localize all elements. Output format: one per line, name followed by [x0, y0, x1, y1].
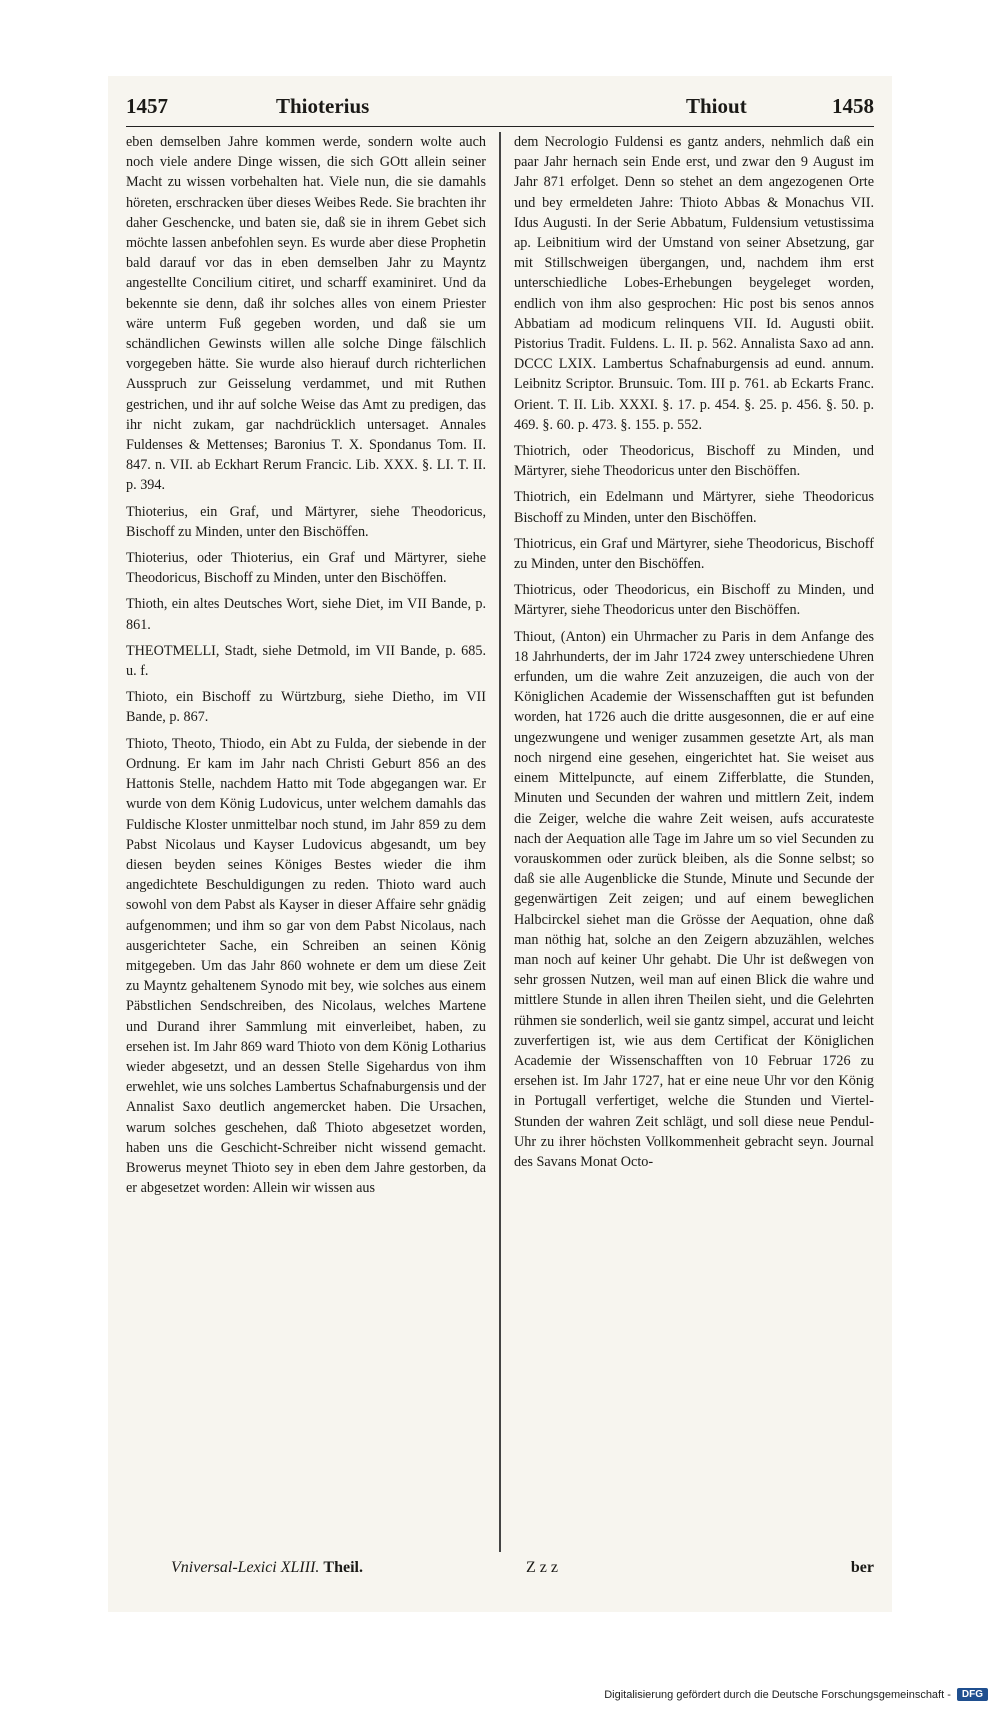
entry-thioterius-graf: Thioterius, ein Graf, und Märtyrer, siehe Theodoricus, Bischoff zu Minden, unter den Bischöffen.	[126, 503, 486, 540]
entry-thioto-bischoff: Thioto, ein Bischoff zu Würtzburg, siehe Dietho, im VII Bande, p. 867.	[126, 689, 486, 726]
right-page-number: 1458	[832, 94, 874, 118]
left-page-number: 1457	[126, 94, 168, 118]
entry-thiotricus-oder: Thiotricus, oder Theodoricus, ein Bischoff zu Minden, und Märtyrer, siehe Theodoricus unter den Bischöffen.	[514, 582, 874, 619]
entry-thioterius-oder: Thioterius, oder Thioterius, ein Graf und Märtyrer, siehe Theodoricus, Bischoff zu Minden, unter den Bischöffen.	[126, 550, 486, 587]
right-running-head: Thiout	[686, 94, 747, 118]
right-paragraph-continuation: dem Necrologio Fuldensi es gantz anders, nehmlich daß ein paar Jahr hernach sein Ende erst, und zwar den 9 August im Jahr 871 erfolget. Denn so stehet an dem angezogenen Orte und bey ermeldeten Jahre: Thioto Abbas & Monachus VII. Idus Augusti. In der Serie Abbatum, Fuldensium vetustissima ap. Leibnitium wird der Umstand von seiner Absetzung, gar mit Stillschweigen übergangen, und, nachdem ihm erst unterschiedliche Lobes-Erhebungen beygeleget worden, endlich von ihm also gesprochen: Hic post bis senos annos Abbatiam ad modicum relinquens VII. Id. Augusti obiit. Pistorius Tradit. Fuldens. L. II. p. 562. Annalista Saxo ad ann. DCCC LXIX. Lambertus Schafnaburgensis ad eund. annum. Leibnitz Scriptor. Brunsuic. Tom. III p. 761. ab Eckarts Franc. Orient. T. II. Lib. XXXI. §. 17. p. 454. §. 25. p. 456. §. 50. p. 469. §. 60. p. 473. §. 155. p. 552.	[514, 134, 874, 433]
signature-bold: Theil.	[323, 1559, 363, 1576]
entry-thiotricus-graf: Thiotricus, ein Graf und Märtyrer, siehe Theodoricus, Bischoff zu Minden, unter den Bischöffen.	[514, 535, 874, 573]
left-running-head: Thioterius	[276, 94, 370, 118]
signature-mark: Z z z	[526, 1559, 558, 1576]
entry-thioto-abt: Thioto, Theoto, Thiodo, ein Abt zu Fulda, der siebende in der Ordnung. Er kam im Jahr nach Christi Geburt 856 an des Hattonis Stelle, nachdem Hatto mit Tode abgegangen war. Er wurde von dem König Ludovicus, unter welchem damahls das Fuldische Kloster unmittelbar noch stund, im Jahr 859 zu dem Pabst Nicolaus und Kayser Ludovicus abgesandt, um bey diesen beyden seines Königes Bestes wieder die ihm angedichtete Beschuldigungen zu reden. Thioto ward auch sowohl von dem Pabst als Kayser in dieser Affaire sehr gnädig aufgenommen; und ihm so gar von dem Pabst Nicolaus, nach ausgerichteter Sache, ein Schreiben an seinen König mitgegeben. Um das Jahr 860 wohnete er dem um diese Zeit zu Mayntz gehaltenem Synodo mit bey, wie solches aus einem Päbstlichen Sendschreiben, des Nicolaus, welches Martene und Durand ihrer Sammlung mit einverleibet, haben, zu ersehen ist. Im Jahr 869 ward Thioto von dem König Lotharius wieder abgesetzt, und an dessen Stelle Sigehardus von ihm erwehlet, wie uns solches Lambertus Schafnaburgensis und der Annalist Saxo deutlich angemercket haben. Die Ursachen, warum solches geschehen, daß Thioto abgesetzet worden, haben uns die Geschicht-Schreiber nicht wissend gemacht. Browerus meynet Thioto sey in eben dem Jahre gestorben, da er abgesetzet worden: Allein wir wissen aus	[126, 735, 486, 1197]
entry-thiout: Thiout, (Anton) ein Uhrmacher zu Paris in dem Anfange des 18 Jahrhunderts, der im Jahr 1724 zwey unterschiedene Uhren erfunden, um die wahre Zeit anzuzeigen, die auch von der Königlichen Academie der Wissenschafften gut ist befunden worden, hat 1726 auch die dritte ausgesonnen, die er auf eine ungezwungene und weniger zusammen gesetzte Art, als man noch nirgend eine gesehen, eingerichtet hat. Sie weiset aus einem Mittelpuncte, auf einem Zifferblatte, die Stunden, Minuten und Secunden der wahren und mittlern Zeit, indem die Zeiger, welche die wahre Zeit weisen, aufs accurateste nach der Aequation alle Tage im Jahre um so viel Secunden zu vorauskommen oder zurück bleiben, als die Sonne selbst; so daß sie alle Augenblicke die Stunde, Minute und Secunde der gegenwärtigen Zeit zeigen; und auf einem beweglichen Halbcirckel siehet man die Grösse der Aequation, ohne daß man nöthig hat, solche an den Zeigern abzuzählen, welches man noch auf keiner Uhr gehabt. Die Uhr ist deßwegen von sehr grossen Nutzen, weil man auf einen Blick die wahre und mittlere Stunde in allen ihren Theilen sieht, und die Gelehrten rühmen sie sonderlich, weil sie gantz simpel, accurat und leicht zuverfertigen ist, wie aus dem Certificat der Königlichen Academie der Wissenschafften von 10 Februar 1726 zu ersehen ist. Im Jahr 1727, hat er eine neue Uhr vor den König in Portugall verfertiget, welche die Stunden und Viertel-Stunden der wahren Zeit schlägt, und soll diese neue Pendul-Uhr zu ihrer höchsten Vollkommenheit gebracht seyn. Journal des Savans Monat Octo-	[514, 628, 874, 1170]
page-header	[126, 88, 874, 127]
right-column	[514, 132, 874, 1177]
entry-theotmelli: THEOTMELLI, Stadt, siehe Detmold, im VII Bande, p. 685. u. f.	[126, 642, 486, 680]
signature-text: Vniversal-Lexici XLIII.	[171, 1559, 320, 1576]
catchword: ber	[850, 1559, 874, 1576]
column-divider	[499, 132, 501, 1552]
entry-thiotrich-edelmann: Thiotrich, ein Edelmann und Märtyrer, siehe Theodoricus Bischoff zu Minden, unter den Bischöffen.	[514, 489, 874, 526]
digitization-credit	[604, 1688, 988, 1701]
signature-line	[171, 1559, 363, 1577]
left-paragraph-continuation: eben demselben Jahre kommen werde, sondern wolte auch noch viele andere Dinge wissen, die sich GOtt allein seiner Macht zu wissen vorbehalten hat. Viele nun, die sie damahls höreten, erschracken über dieses Weibes Rede. Sie brachten ihr daher Geschencke, und baten sie, daß sie in ihrem Gebet sich möchte lassen anbefohlen seyn. Es wurde aber diese Prophetin bald darauf vor das in eben demselben Jahr zu Mayntz angestellte Concilium citiret, und scharff examiniret. Und da bekennte sie denn, daß ihr solches alles von einem Priester wäre unterm Fuß gegeben worden, und daß sie um schändlichen Gewinsts willen alle solche Dinge fälschlich vorgegeben hätte. Sie wurde also hierauf durch richterlichen Ausspruch zur Geisselung verdammet, und mit Ruthen gestrichen, und ihr auf solche Weise das Amt zu predigen, das ihr nicht zukam, gar nachdrücklich untersaget. Annales Fuldenses & Mettenses; Baronius T. X. Spondanus Tom. II. 847. n. VII. ab Eckhart Rerum Francic. Lib. XXX. §. LI. T. II. p. 394.	[126, 134, 486, 494]
entry-thioth: Thioth, ein altes Deutsches Wort, siehe Diet, im VII Bande, p. 861.	[126, 596, 486, 633]
left-column	[126, 132, 486, 1203]
page-footer	[126, 1559, 874, 1587]
digitization-text: Digitalisierung gefördert durch die Deutsche Forschungsgemeinschaft -	[604, 1688, 951, 1701]
dfg-logo: DFG	[957, 1688, 988, 1701]
entry-thiotrich-oder: Thiotrich, oder Theodoricus, Bischoff zu Minden, und Märtyrer, siehe Theodoricus unter den Bischöffen.	[514, 443, 874, 480]
scanned-page	[108, 76, 892, 1612]
